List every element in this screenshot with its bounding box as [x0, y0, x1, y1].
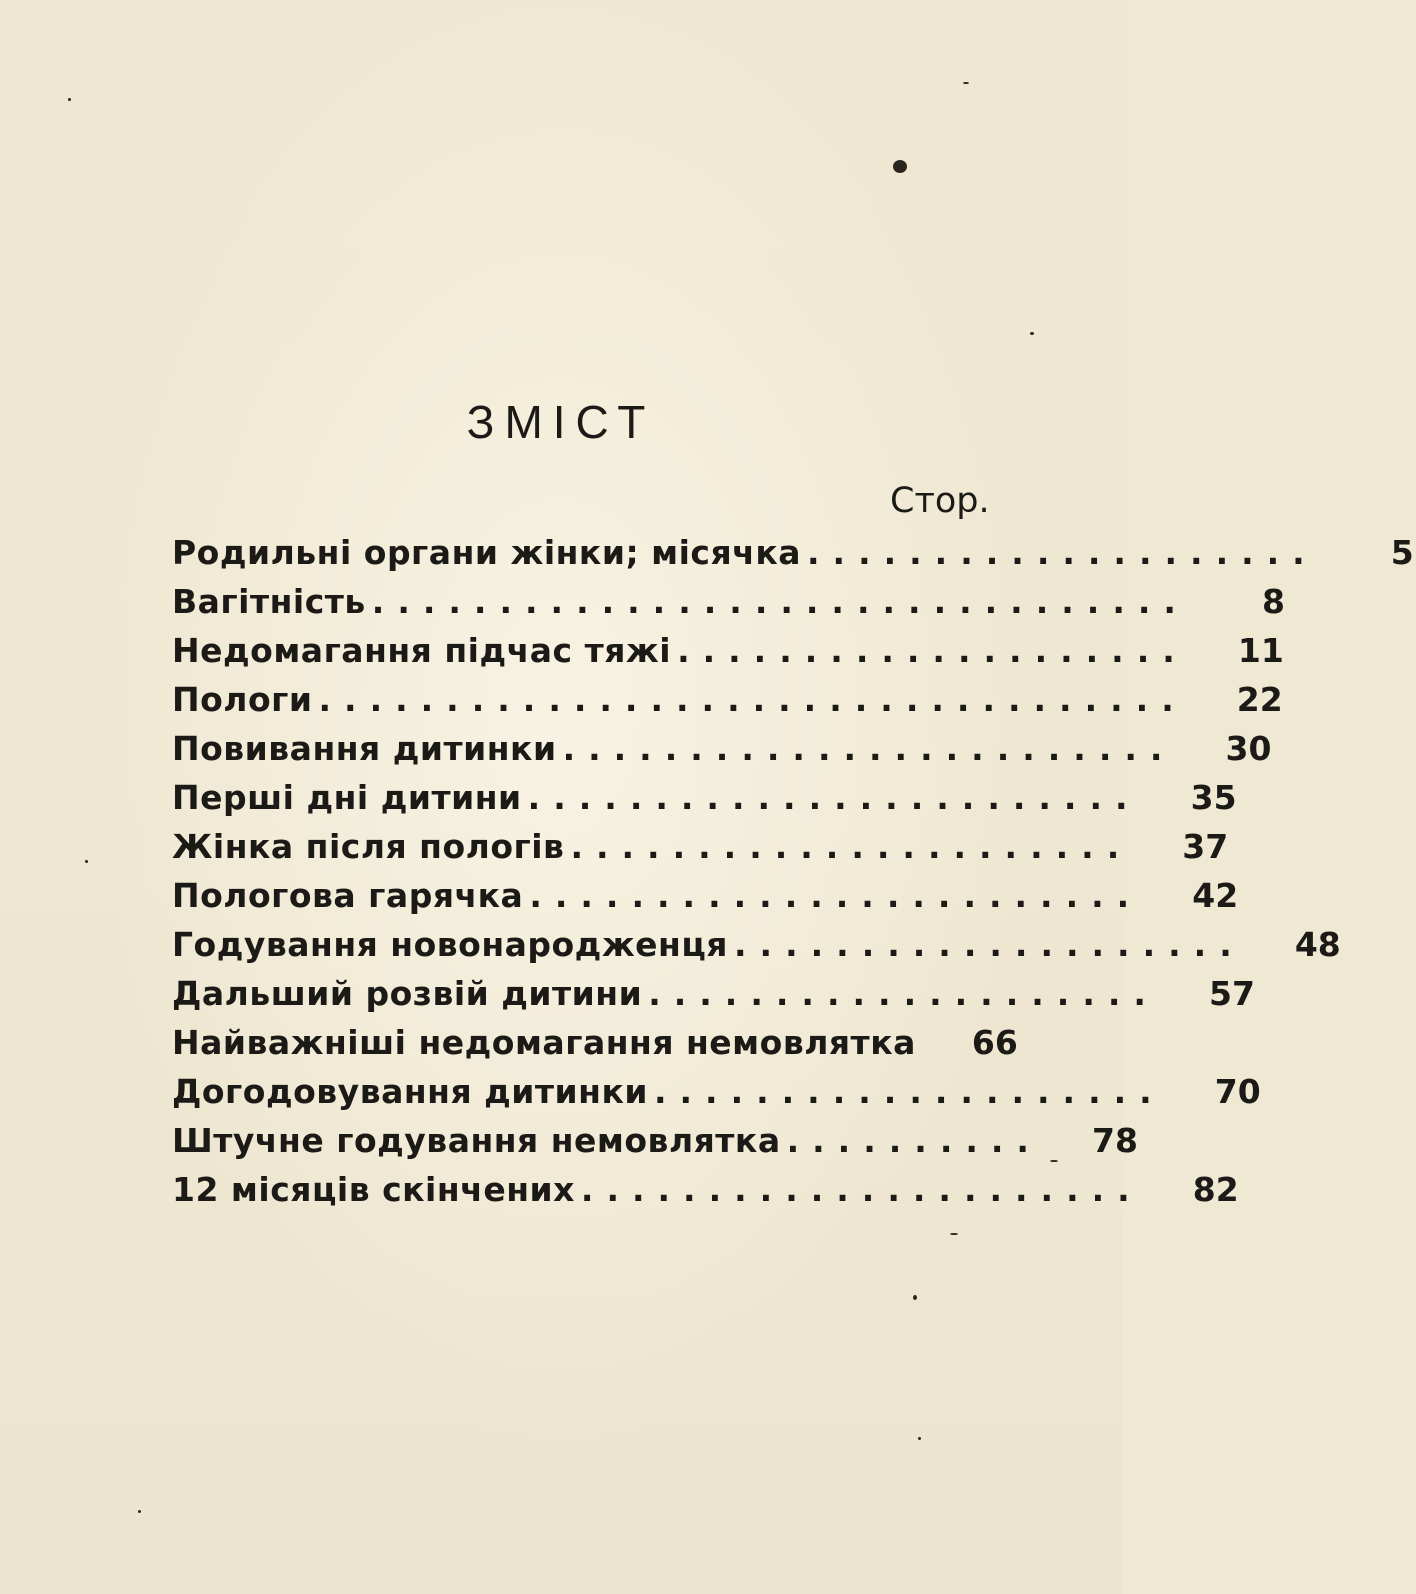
ink-speck — [138, 1510, 141, 1513]
toc-entry-title: Недомагання підчас тяжі — [172, 631, 672, 670]
toc-dot-leader: ................................ — [371, 582, 1189, 621]
toc-entry — [172, 528, 1414, 577]
ink-speck — [918, 1437, 921, 1440]
page-title: ЗМІСТ — [466, 396, 656, 448]
toc-dot-leader: .................... — [677, 631, 1188, 670]
toc-entry-title: Пологи — [172, 680, 313, 719]
page-column-label: Стор. — [890, 481, 990, 521]
ink-speck — [85, 860, 88, 863]
toc-entry-page: 42 — [1192, 876, 1239, 915]
toc-entry-page: 8 — [1261, 582, 1285, 621]
toc-dot-leader: .................... — [807, 533, 1318, 572]
toc-entry-title: Догодовування дитинки — [172, 1072, 648, 1111]
toc-entry-title: 12 місяців скінчених — [172, 1170, 575, 1209]
toc-entry-title: Найважніші недомагання немовлятка — [172, 1023, 916, 1062]
toc-entry — [172, 1067, 1261, 1116]
toc-entry — [172, 1116, 1138, 1165]
toc-entry — [172, 626, 1284, 675]
toc-dot-leader: .................................. — [318, 680, 1187, 719]
toc-entry-page: 22 — [1236, 680, 1283, 719]
toc-entry-title: Перші дні дитини — [172, 778, 522, 817]
toc-entry-page: 30 — [1225, 729, 1272, 768]
toc-entry-page: 82 — [1192, 1170, 1239, 1209]
toc-entry — [172, 675, 1283, 724]
toc-entry — [172, 871, 1239, 920]
toc-entry — [172, 822, 1229, 871]
toc-dot-leader: ........................ — [529, 876, 1143, 915]
toc-entry — [172, 1165, 1239, 1214]
toc-entry — [172, 577, 1285, 626]
toc-entry-page: 78 — [1092, 1121, 1138, 1160]
ink-speck — [68, 98, 71, 101]
toc-entry-title: Штучне годування немовлятка — [172, 1121, 781, 1160]
toc-entry-page: 48 — [1294, 925, 1341, 964]
ink-speck — [913, 1295, 917, 1300]
toc-dot-leader: .................... — [734, 925, 1245, 964]
toc-dot-leader: .......... — [786, 1121, 1042, 1160]
ink-speck — [963, 82, 969, 84]
table-of-contents — [172, 528, 1414, 1214]
ink-speck — [893, 160, 907, 173]
toc-dot-leader: ...................... — [570, 827, 1133, 866]
ink-speck — [950, 1233, 958, 1235]
toc-entry-page: 11 — [1237, 631, 1284, 670]
toc-dot-leader: .................... — [648, 974, 1159, 1013]
toc-entry — [172, 1018, 1018, 1067]
toc-entry — [172, 920, 1341, 969]
toc-entry-page: 35 — [1190, 778, 1237, 817]
toc-dot-leader: ...................... — [580, 1170, 1143, 1209]
toc-entry-title: Вагітність — [172, 582, 366, 621]
toc-entry-page: 37 — [1182, 827, 1229, 866]
ink-speck — [1030, 332, 1034, 335]
toc-dot-leader: ........................ — [562, 729, 1176, 768]
toc-entry-title: Дальший розвій дитини — [172, 974, 643, 1013]
toc-entry — [172, 724, 1272, 773]
toc-entry-title: Родильні органи жінки; місячка — [172, 533, 801, 572]
toc-entry-page: 66 — [971, 1023, 1018, 1062]
toc-dot-leader: .................... — [653, 1072, 1165, 1111]
toc-entry-title: Пологова гарячка — [172, 876, 524, 915]
toc-entry-page: 5 — [1390, 533, 1414, 572]
toc-entry-title: Повивання дитинки — [172, 729, 557, 768]
toc-entry — [172, 773, 1237, 822]
toc-entry-page: 57 — [1209, 974, 1255, 1013]
toc-entry-title: Жінка після пологів — [172, 827, 565, 866]
toc-entry-page: 70 — [1214, 1072, 1261, 1111]
toc-entry-title: Годування новонародженця — [172, 925, 729, 964]
toc-entry — [172, 969, 1255, 1018]
toc-dot-leader: ........................ — [527, 778, 1141, 817]
